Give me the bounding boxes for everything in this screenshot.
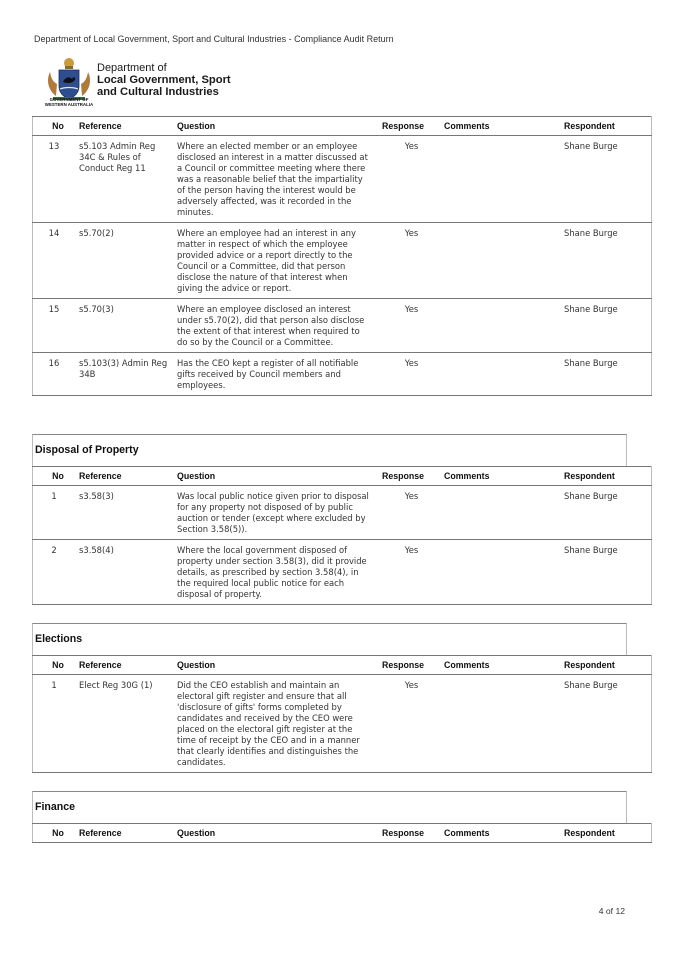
table-row xyxy=(33,223,652,299)
col-question: Question xyxy=(173,117,379,136)
row-respondent: Shane Burge xyxy=(564,675,652,773)
disposal-title: Disposal of Property xyxy=(32,434,627,466)
row-no: 1 xyxy=(33,486,76,540)
row-reference: s5.70(3) xyxy=(75,299,173,353)
logo-caption-line1: GOVERNMENT OF xyxy=(49,97,89,102)
col-comments: Comments xyxy=(444,656,564,675)
row-response: Yes xyxy=(379,223,444,299)
col-comments: Comments xyxy=(444,467,564,486)
page-number: 4 of 12 xyxy=(598,906,625,916)
col-no: No xyxy=(33,467,76,486)
elections-section xyxy=(32,623,627,773)
col-reference: Reference xyxy=(75,117,173,136)
row-comments xyxy=(444,223,564,299)
disposal-table xyxy=(32,466,652,605)
table-row xyxy=(33,540,652,605)
row-reference: Elect Reg 30G (1) xyxy=(75,675,173,773)
table-row xyxy=(33,486,652,540)
row-comments xyxy=(444,675,564,773)
row-comments xyxy=(444,540,564,605)
row-no: 2 xyxy=(33,540,76,605)
table-row xyxy=(33,675,652,773)
col-question: Question xyxy=(173,656,379,675)
col-response: Response xyxy=(379,824,444,843)
col-reference: Reference xyxy=(75,824,173,843)
disposal-section xyxy=(32,434,627,605)
logo-caption xyxy=(38,97,100,107)
dept-line3: and Cultural Industries xyxy=(97,86,219,98)
row-response: Yes xyxy=(379,486,444,540)
row-no: 15 xyxy=(33,299,76,353)
col-no: No xyxy=(33,117,76,136)
continued-table xyxy=(32,116,652,396)
table-header-row xyxy=(33,824,652,843)
col-response: Response xyxy=(379,117,444,136)
row-question: Has the CEO kept a register of all notifiable gifts received by Council members and employees. xyxy=(173,353,379,396)
table-row xyxy=(33,299,652,353)
row-response: Yes xyxy=(379,353,444,396)
row-respondent: Shane Burge xyxy=(564,299,652,353)
col-comments: Comments xyxy=(444,117,564,136)
row-no: 14 xyxy=(33,223,76,299)
col-respondent: Respondent xyxy=(564,656,652,675)
row-question: Where an employee disclosed an interest under s5.70(2), did that person also disclose the extent of that interest when required to do so by the Council or a Committee. xyxy=(173,299,379,353)
row-respondent: Shane Burge xyxy=(564,540,652,605)
col-question: Question xyxy=(173,824,379,843)
dept-line1: Department of xyxy=(97,62,167,74)
table-header-row xyxy=(33,117,652,136)
row-respondent: Shane Burge xyxy=(564,353,652,396)
row-question: Where the local government disposed of property under section 3.58(3), did it provide details, as prescribed by section 3.58(4), in the required local public notice for each disposal of property. xyxy=(173,540,379,605)
elections-title: Elections xyxy=(32,623,627,655)
col-reference: Reference xyxy=(75,656,173,675)
logo-caption-line2: WESTERN AUSTRALIA xyxy=(44,102,94,107)
row-reference: s5.103 Admin Reg 34C & Rules of Conduct Reg 11 xyxy=(75,136,173,223)
row-response: Yes xyxy=(379,136,444,223)
col-no: No xyxy=(33,824,76,843)
document-title: Department of Local Government, Sport and Cultural Industries - Compliance Audit Return xyxy=(34,34,394,44)
col-response: Response xyxy=(379,656,444,675)
row-reference: s3.58(4) xyxy=(75,540,173,605)
dept-line2: Local Government, Sport xyxy=(97,74,231,86)
col-question: Question xyxy=(173,467,379,486)
row-comments xyxy=(444,353,564,396)
row-response: Yes xyxy=(379,299,444,353)
table-header-row xyxy=(33,656,652,675)
row-reference: s3.58(3) xyxy=(75,486,173,540)
row-respondent: Shane Burge xyxy=(564,223,652,299)
row-comments xyxy=(444,486,564,540)
col-response: Response xyxy=(379,467,444,486)
row-question: Where an elected member or an employee disclosed an interest in a matter discussed at a Council or committee meeting where there was a reasonable belief that the impartiality of the person having the interest would be adversely affected, was it recorded in the minutes. xyxy=(173,136,379,223)
row-no: 16 xyxy=(33,353,76,396)
col-respondent: Respondent xyxy=(564,117,652,136)
row-respondent: Shane Burge xyxy=(564,136,652,223)
finance-table xyxy=(32,823,652,843)
row-reference: s5.70(2) xyxy=(75,223,173,299)
col-reference: Reference xyxy=(75,467,173,486)
row-response: Yes xyxy=(379,540,444,605)
col-no: No xyxy=(33,656,76,675)
col-respondent: Respondent xyxy=(564,467,652,486)
row-respondent: Shane Burge xyxy=(564,486,652,540)
finance-section xyxy=(32,791,627,843)
continued-section xyxy=(32,116,627,396)
row-question: Where an employee had an interest in any matter in respect of which the employee provided advice or a report directly to the Council or a Committee, did that person disclose the nature of that interest when giving the advice or report. xyxy=(173,223,379,299)
row-comments xyxy=(444,299,564,353)
row-comments xyxy=(444,136,564,223)
row-reference: s5.103(3) Admin Reg 34B xyxy=(75,353,173,396)
row-question: Was local public notice given prior to disposal for any property not disposed of by public auction or tender (except where excluded by Section 3.58(5)). xyxy=(173,486,379,540)
finance-title: Finance xyxy=(32,791,627,823)
row-no: 13 xyxy=(33,136,76,223)
col-comments: Comments xyxy=(444,824,564,843)
elections-table xyxy=(32,655,652,773)
col-respondent: Respondent xyxy=(564,824,652,843)
row-no: 1 xyxy=(33,675,76,773)
department-name xyxy=(97,62,231,98)
table-row xyxy=(33,353,652,396)
row-question: Did the CEO establish and maintain an electoral gift register and ensure that all 'disclosure of gifts' forms completed by candidates and received by the CEO were placed on the electoral gift register at the time of receipt by the CEO and in a manner that clearly identifies and distinguishes the candidates. xyxy=(173,675,379,773)
table-row xyxy=(33,136,652,223)
row-response: Yes xyxy=(379,675,444,773)
table-header-row xyxy=(33,467,652,486)
